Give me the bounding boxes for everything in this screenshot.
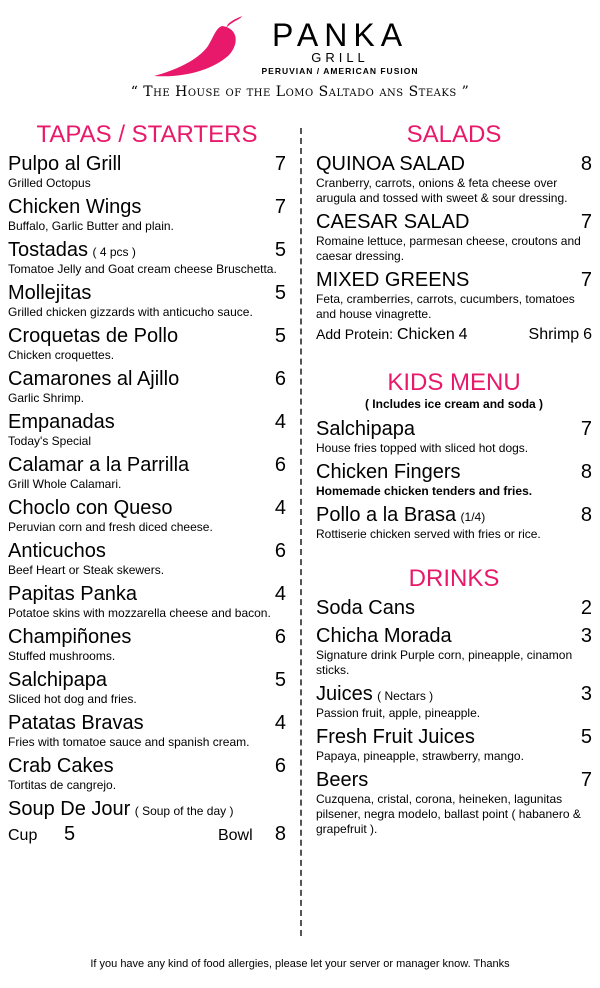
menu-item <box>8 625 286 664</box>
item-note: ( Soup of the day ) <box>134 804 234 818</box>
item-name: Choclo con Queso <box>8 497 173 519</box>
tapas-list <box>8 152 286 793</box>
section-title-kids: KIDS MENU <box>387 369 521 396</box>
menu-item <box>8 281 286 320</box>
item-description: Rottiserie chicken served with fries or rice. <box>316 527 541 541</box>
item-name: Chicken Fingers <box>316 461 461 483</box>
item-description: Tortitas de cangrejo. <box>8 778 117 792</box>
item-price: 6 <box>274 755 286 777</box>
item-description: Signature drink Purple corn, pineapple, cinamon sticks. <box>316 648 573 677</box>
menu-item <box>316 624 592 678</box>
chili-pepper-icon <box>148 14 243 80</box>
item-description: Feta, cramberries, carrots, cucumbers, tomatoes and house vinagrette. <box>316 292 575 321</box>
item-name: Champiñones <box>8 626 132 648</box>
bowl-price: 8 <box>274 823 286 845</box>
item-name: Pollo a la Brasa <box>316 504 457 526</box>
kids-list <box>316 417 592 542</box>
item-name: Soup De Jour <box>8 798 131 820</box>
menu-item <box>8 195 286 234</box>
item-description: Grilled Octopus <box>8 176 91 190</box>
item-price: 6 <box>274 368 286 390</box>
menu-item <box>316 682 592 721</box>
item-description: Peruvian corn and fresh diced cheese. <box>8 520 213 534</box>
protein-chicken: Chicken <box>396 326 455 343</box>
item-description: Tomatoe Jelly and Goat cream cheese Bruschetta. <box>8 262 277 276</box>
item-name: Beers <box>316 769 369 791</box>
drinks-list <box>316 596 592 837</box>
item-price: 3 <box>580 683 592 705</box>
item-description: Chicken croquettes. <box>8 348 115 362</box>
item-name: Salchipapa <box>316 418 415 440</box>
soup-item <box>8 797 286 846</box>
section-title-salads: SALADS <box>406 121 502 148</box>
menu-item <box>316 210 592 264</box>
item-name: Chicken Wings <box>8 196 142 218</box>
allergy-notice: If you have any kind of food allergies, please let your server or manager know. Thanks <box>90 958 510 970</box>
item-name: Crab Cakes <box>8 755 114 777</box>
menu-item <box>8 754 286 793</box>
item-price: 5 <box>274 282 286 304</box>
item-price: 4 <box>274 497 286 519</box>
item-description: House fries topped with sliced hot dogs. <box>316 441 529 455</box>
menu-item <box>316 152 592 206</box>
left-column <box>8 118 286 850</box>
item-description: Papaya, pineapple, strawberry, mango. <box>316 749 524 763</box>
item-name: Pulpo al Grill <box>8 153 122 175</box>
item-price: 7 <box>580 269 592 291</box>
item-name: Calamar a la Parrilla <box>8 454 190 476</box>
menu-item <box>8 582 286 621</box>
menu-item <box>316 460 592 499</box>
kids-subtitle: ( Includes ice cream and soda ) <box>364 397 544 411</box>
menu-item <box>316 268 592 322</box>
item-description: Passion fruit, apple, pineapple. <box>316 706 481 720</box>
menu-item <box>8 324 286 363</box>
menu-item <box>8 238 286 277</box>
item-description: Cranberry, carrots, onions & feta cheese over arugula and tossed with sweet & sour dressing. <box>316 176 568 205</box>
item-price: 7 <box>580 418 592 440</box>
brand-tagline: PERUVIAN / AMERICAN FUSION <box>261 66 419 76</box>
item-price: 4 <box>274 712 286 734</box>
cup-label: Cup <box>8 827 38 844</box>
soup-sizes <box>8 823 286 846</box>
item-description: Buffalo, Garlic Butter and plain. <box>8 219 174 233</box>
item-price: 8 <box>580 153 592 175</box>
item-name: CAESAR SALAD <box>316 211 470 233</box>
item-name: MIXED GREENS <box>316 269 470 291</box>
menu-item <box>8 539 286 578</box>
item-description: Grill Whole Calamari. <box>8 477 122 491</box>
item-description: Grilled chicken gizzards with anticucho sauce. <box>8 305 253 319</box>
menu-item <box>8 367 286 406</box>
item-price: 7 <box>580 769 592 791</box>
section-title-drinks: DRINKS <box>408 565 500 592</box>
menu-item <box>316 417 592 456</box>
cup-price: 5 <box>64 823 76 845</box>
section-title-tapas: TAPAS / STARTERS <box>36 121 258 148</box>
item-note: (1/4) <box>460 510 486 524</box>
column-divider <box>300 128 302 936</box>
item-name: Fresh Fruit Juices <box>316 726 475 748</box>
item-name: Patatas Bravas <box>8 712 144 734</box>
menu-item <box>8 410 286 449</box>
add-protein-row <box>316 326 592 344</box>
salads-list <box>316 152 592 322</box>
menu-item <box>316 503 592 542</box>
item-name: Camarones al Ajillo <box>8 368 180 390</box>
item-name: Anticuchos <box>8 540 106 562</box>
bowl-label: Bowl <box>217 827 253 844</box>
item-name: Papitas Panka <box>8 583 137 605</box>
item-price: 5 <box>580 726 592 748</box>
item-description: Romaine lettuce, parmesan cheese, croutons and caesar dressing. <box>316 234 581 263</box>
item-price: 6 <box>274 626 286 648</box>
item-price: 7 <box>274 196 286 218</box>
menu-item <box>8 668 286 707</box>
add-protein-label: Add Protein: <box>316 326 394 342</box>
menu-item <box>316 768 592 837</box>
menu-item <box>8 711 286 750</box>
item-price: 8 <box>580 504 592 526</box>
item-name: QUINOA SALAD <box>316 153 465 175</box>
item-price: 6 <box>274 540 286 562</box>
menu-item <box>8 496 286 535</box>
item-name: Soda Cans <box>316 597 415 619</box>
item-name: Tostadas <box>8 239 89 261</box>
menu-item <box>316 725 592 764</box>
item-name: Salchipapa <box>8 669 107 691</box>
brand-name: PANKA <box>271 17 409 53</box>
protein-chicken-price: 4 <box>458 326 468 343</box>
item-name: Chicha Morada <box>316 625 452 647</box>
item-name: Mollejitas <box>8 282 92 304</box>
item-description: Fries with tomatoe sauce and spanish cream. <box>8 735 250 749</box>
item-price: 8 <box>580 461 592 483</box>
item-price: 5 <box>274 669 286 691</box>
item-name: Empanadas <box>8 411 115 433</box>
protein-shrimp: Shrimp <box>528 326 580 343</box>
item-description: Homemade chicken tenders and fries. <box>316 484 533 498</box>
item-price: 4 <box>274 583 286 605</box>
item-price: 5 <box>274 325 286 347</box>
item-price: 2 <box>580 597 592 619</box>
item-note: ( Nectars ) <box>377 689 434 703</box>
item-description: Cuzquena, cristal, corona, heineken, lagunitas pilsener, negra modelo, ballast point ( habanero & grapefruit ). <box>316 792 581 836</box>
item-description: Today's Special <box>8 434 92 448</box>
item-price: 7 <box>274 153 286 175</box>
item-description: Garlic Shrimp. <box>8 391 85 405</box>
item-price: 4 <box>274 411 286 433</box>
right-column <box>316 118 592 841</box>
item-price: 6 <box>274 454 286 476</box>
brand-sub: GRILL <box>311 50 369 65</box>
item-price: 7 <box>580 211 592 233</box>
item-name: Croquetas de Pollo <box>8 325 179 347</box>
menu-header <box>0 0 600 110</box>
protein-shrimp-price: 6 <box>583 326 592 343</box>
item-description: Potatoe skins with mozzarella cheese and bacon. <box>8 606 271 620</box>
item-description: Sliced hot dog and fries. <box>8 692 137 706</box>
item-description: Stuffed mushrooms. <box>8 649 116 663</box>
menu-item <box>316 596 592 620</box>
item-name: Juices <box>316 683 373 705</box>
restaurant-tagline: “ The House of the Lomo Saltado ans Steaks ” <box>130 84 470 100</box>
item-price: 3 <box>580 625 592 647</box>
menu-item <box>8 453 286 492</box>
item-price: 5 <box>274 239 286 261</box>
menu-item <box>8 152 286 191</box>
item-note: ( 4 pcs ) <box>92 245 136 259</box>
brand-logo <box>250 18 430 78</box>
item-description: Beef Heart or Steak skewers. <box>8 563 165 577</box>
